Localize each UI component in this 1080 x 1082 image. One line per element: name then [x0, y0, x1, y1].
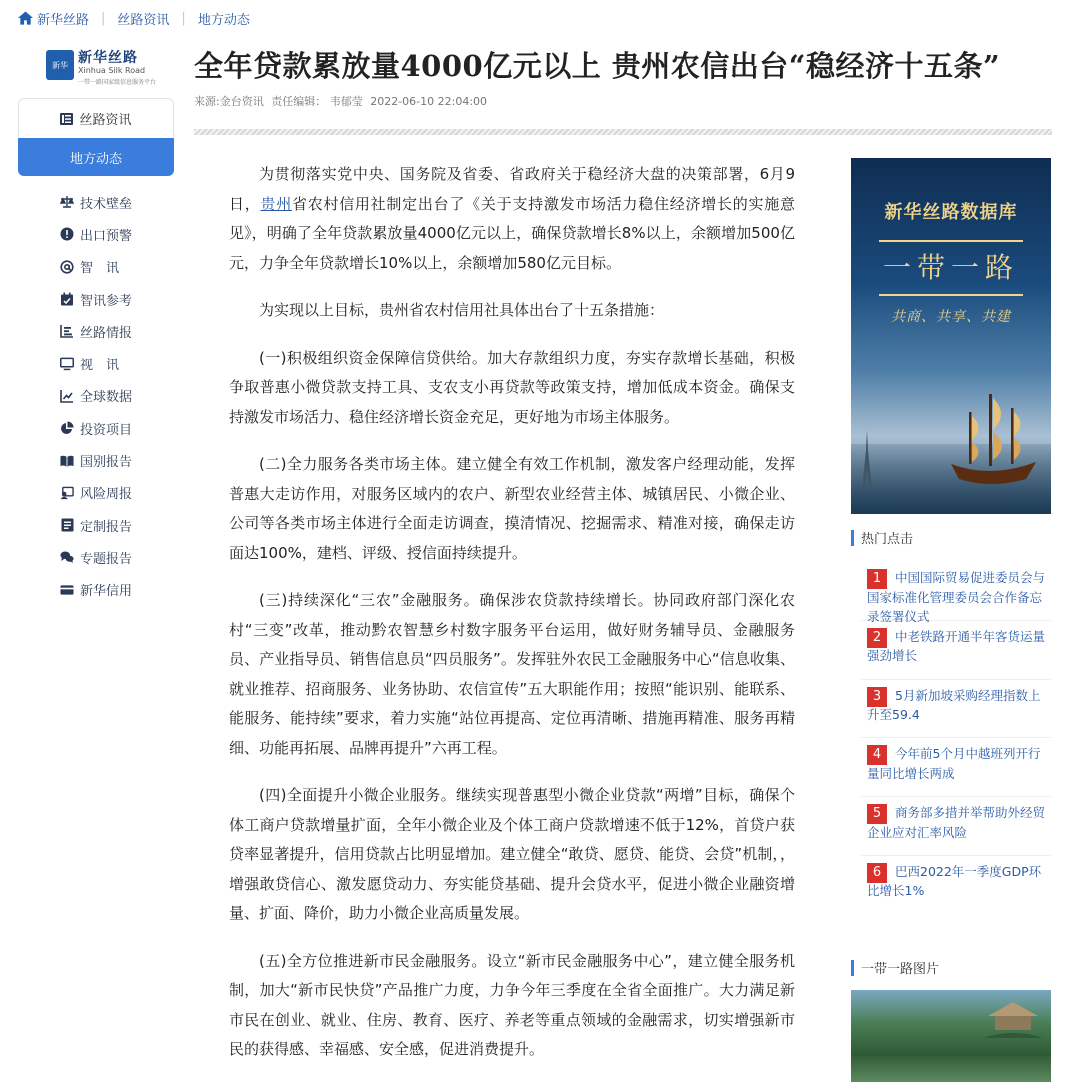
pavilion-icon	[983, 998, 1043, 1038]
rank-badge: 4	[867, 745, 887, 765]
at-icon	[60, 260, 74, 274]
rank-badge: 6	[867, 863, 887, 883]
banner-headline: 一带一路	[879, 240, 1023, 296]
sidebar-item-export-alert[interactable]	[18, 218, 174, 250]
sidebar-item-label: 全球数据	[80, 390, 133, 406]
sidebar-top-label: 丝路资讯	[79, 113, 132, 128]
book-icon	[60, 454, 74, 468]
hot-clicks-list	[861, 562, 1051, 915]
scale-icon	[60, 195, 74, 209]
hot-clicks-title: 热门点击	[861, 532, 914, 547]
sidebar-item-country-report[interactable]	[18, 444, 174, 476]
sidebar-item-global-data[interactable]	[18, 380, 174, 412]
pie-chart-icon	[60, 421, 74, 435]
monitor-icon	[60, 357, 74, 371]
list-item-title[interactable]: 巴西2022年一季度GDP环比增长1%	[867, 863, 1042, 899]
paragraph-text: 省农村信用社制定出台了《关于支持激发市场活力稳住经济增长的实施意见》，明确了全年贷款累放量4000亿元以上，确保贷款增长8%以上，余额增加500亿元，力争全年贷款增长10%以上，余额增加580亿元目标。	[229, 194, 795, 272]
banner-title: 新华丝路数据库	[884, 202, 1018, 223]
home-icon[interactable]	[18, 11, 33, 25]
list-item-title[interactable]: 中国国际贸易促进委员会与国家标准化管理委员会合作备忘录签署仪式	[867, 570, 1046, 624]
line-chart-icon	[60, 389, 74, 403]
sidebar-item-label: 视 讯	[80, 358, 120, 374]
sidebar-item-custom-report[interactable]	[18, 509, 174, 541]
article-paragraph: 为实现以上目标，贵州省农村信用社具体出台了十五条措施：	[259, 301, 665, 319]
list-icon	[60, 113, 73, 125]
breadcrumb-separator: |	[181, 10, 186, 26]
sidebar-item-risk-weekly[interactable]	[18, 477, 174, 509]
list-item[interactable]	[861, 680, 1051, 739]
alert-icon	[60, 227, 74, 241]
sidebar-item-silk-intel[interactable]	[18, 315, 174, 347]
list-item-title[interactable]: 中老铁路开通半年客货运量强劲增长	[867, 628, 1046, 664]
paragraph-text: 为贯彻落实党中央、国务院及省委、省政府关于稳经济大盘的决策部署，6月9日，	[229, 165, 795, 213]
sidebar-item-label: 技术壁垒	[80, 196, 133, 212]
landscape-photo[interactable]	[851, 990, 1051, 1082]
sidebar-item-label: 国别报告	[80, 455, 133, 471]
sidebar-item-label: 新华信用	[80, 584, 133, 600]
article-body	[229, 160, 795, 1082]
article-paragraph: (四)全面提升小微企业服务。继续实现普惠型小微企业贷款“两增”目标，确保个体工商户贷款增量扩面，全年小微企业及个体工商户贷款增速不低于12%，首贷户获贷率显著提升，信用贷款占比明显增加。建立健全“敢贷、愿贷、能贷、会贷”机制，，增强敢贷信心、激发愿贷动力、夯实能贷基础、提升会贷水平，促进小微企业融资增量、扩面、降价，助力小微企业高质量发展。	[229, 786, 795, 922]
list-item[interactable]	[861, 797, 1051, 856]
sidebar-nav	[18, 98, 174, 606]
inline-link-guizhou[interactable]: 贵州	[260, 194, 292, 213]
photos-heading	[851, 958, 939, 977]
title-divider	[194, 129, 1052, 135]
logo-english: Xinhua Silk Road	[77, 66, 146, 75]
sidebar-item-label: 专题报告	[80, 551, 133, 567]
article-paragraph: (二)全力服务各类市场主体。建立健全有效工作机制，激发客户经理动能，发挥普惠大走访作用，对服务区域内的农户、新型农业经营主体、城镇居民、小微企业、公司等各类市场主体进行全面走访调查，摸清情况、挖掘需求、精准对接，确保走访面达100%，建档、评级、授信面持续提升。	[229, 455, 795, 562]
chat-icon	[60, 550, 74, 564]
article-paragraph: (五)全方位推进新市民金融服务。设立“新市民金融服务中心”，建立健全服务机制，加大“新市民快贷”产品推广力度，力争今年三季度在全省全面推广。大力满足新市民在创业、就业、住房、教育、医疗、养老等重点领域的金融需求，切实增强新市民的获得感、幸福感、安全感，促进消费提升。	[229, 951, 795, 1058]
document-icon	[60, 518, 74, 532]
sidebar-item-news[interactable]	[18, 98, 174, 138]
list-item[interactable]	[861, 562, 1051, 624]
breadcrumb-separator: |	[101, 10, 106, 26]
sidebar-item-label: 定制报告	[80, 519, 133, 535]
article-title: 全年贷款累放量4000亿元以上 贵州农信出台“稳经济十五条”	[194, 49, 1001, 83]
sidebar-item-video[interactable]	[18, 347, 174, 379]
article-editor: 责任编辑： 韦郁莹	[271, 95, 363, 108]
sidebar-item-tech-barriers[interactable]	[18, 186, 174, 218]
logo-mark	[46, 50, 74, 80]
list-item-title[interactable]: 商务部多措并举帮助外经贸企业应对汇率风险	[867, 805, 1046, 840]
sidebar-item-intel-reference[interactable]	[18, 283, 174, 315]
user-card-icon	[60, 486, 74, 500]
sidebar-item-label: 风险周报	[80, 487, 133, 503]
sailing-ship-icon	[941, 384, 1041, 494]
section-marker	[851, 960, 854, 976]
sidebar-item-label: 智讯参考	[80, 293, 133, 309]
sidebar-item-label: 出口预警	[80, 228, 133, 244]
sidebar-item-label: 投资项目	[80, 422, 133, 438]
list-item[interactable]	[861, 621, 1051, 680]
rank-badge: 2	[867, 628, 887, 648]
article-paragraph: (三)持续深化“三农”金融服务。确保涉农贷款持续增长。协同政府部门深化农村“三变”改革，推动黔农智慧乡村数字服务平台运用，做好财务辅导员、金融服务员、产业指导员、销售信息员“四员服务”。发挥驻外农民工金融服务中心“信息收集、就业推荐、招商服务、业务协助、农信宣传”五大职能作用；按照“能识别、能联系、能服务、能持续”要求，着力实施“站位再提高、定位再清晰、措施再精准、服务再精细、功能再拓展、品牌再提升”六再工程。	[229, 591, 795, 757]
photos-title: 一带一路图片	[861, 962, 940, 977]
rank-badge: 3	[867, 687, 887, 707]
sidebar-item-label: 丝路情报	[80, 325, 133, 341]
hot-clicks-heading	[851, 528, 913, 547]
sidebar-item-special-report[interactable]	[18, 541, 174, 573]
article-meta	[194, 93, 491, 109]
sidebar-item-investment[interactable]	[18, 412, 174, 444]
logo-mark-text: 新华	[51, 60, 68, 70]
breadcrumb-section-link[interactable]: 丝路资讯	[117, 12, 170, 28]
sidebar-item-xinhua-credit[interactable]	[18, 574, 174, 606]
article-source: 来源:金台资讯	[194, 95, 264, 108]
list-item[interactable]	[861, 856, 1051, 915]
bar-chart-icon	[60, 324, 74, 338]
credit-card-icon	[60, 583, 74, 597]
sidebar-active-label: 地方动态	[69, 151, 122, 167]
section-marker	[851, 530, 854, 546]
logo-tagline: 一带一路国家级信息服务平台	[77, 79, 156, 86]
calendar-icon	[60, 292, 74, 306]
sidebar-item-local-news[interactable]	[18, 138, 174, 176]
article-paragraph: (一)积极组织资金保障信贷供给。加大存款组织力度，夯实存款增长基础，积极争取普惠小微贷款支持工具、支农支小再贷款等政策支持，增加低成本资金。确保支持激发市场活力、稳住经济增长资金充足，更好地为市场主体服务。	[229, 348, 795, 426]
list-item-title[interactable]: 5月新加坡采购经理指数上升至59.4	[867, 687, 1041, 723]
banner-slogan: 共商、共享、共建	[891, 309, 1011, 325]
sidebar-item-label: 智 讯	[80, 261, 120, 277]
breadcrumb	[18, 8, 250, 28]
sidebar-item-intel[interactable]	[18, 251, 174, 283]
site-logo[interactable]	[46, 50, 156, 92]
article-paragraph	[229, 160, 795, 278]
rank-badge: 5	[867, 804, 887, 824]
rank-badge: 1	[867, 569, 887, 589]
list-item[interactable]	[861, 738, 1051, 797]
breadcrumb-home-link[interactable]: 新华丝路	[37, 12, 90, 28]
article-date: 2022-06-10 22:04:00	[370, 95, 488, 108]
list-item-title[interactable]: 今年前5个月中越班列开行量同比增长两成	[867, 746, 1041, 781]
eiffel-tower-icon	[859, 430, 875, 490]
database-banner[interactable]	[851, 158, 1051, 514]
logo-name: 新华丝路	[77, 50, 138, 66]
breadcrumb-current-link[interactable]: 地方动态	[197, 12, 250, 28]
